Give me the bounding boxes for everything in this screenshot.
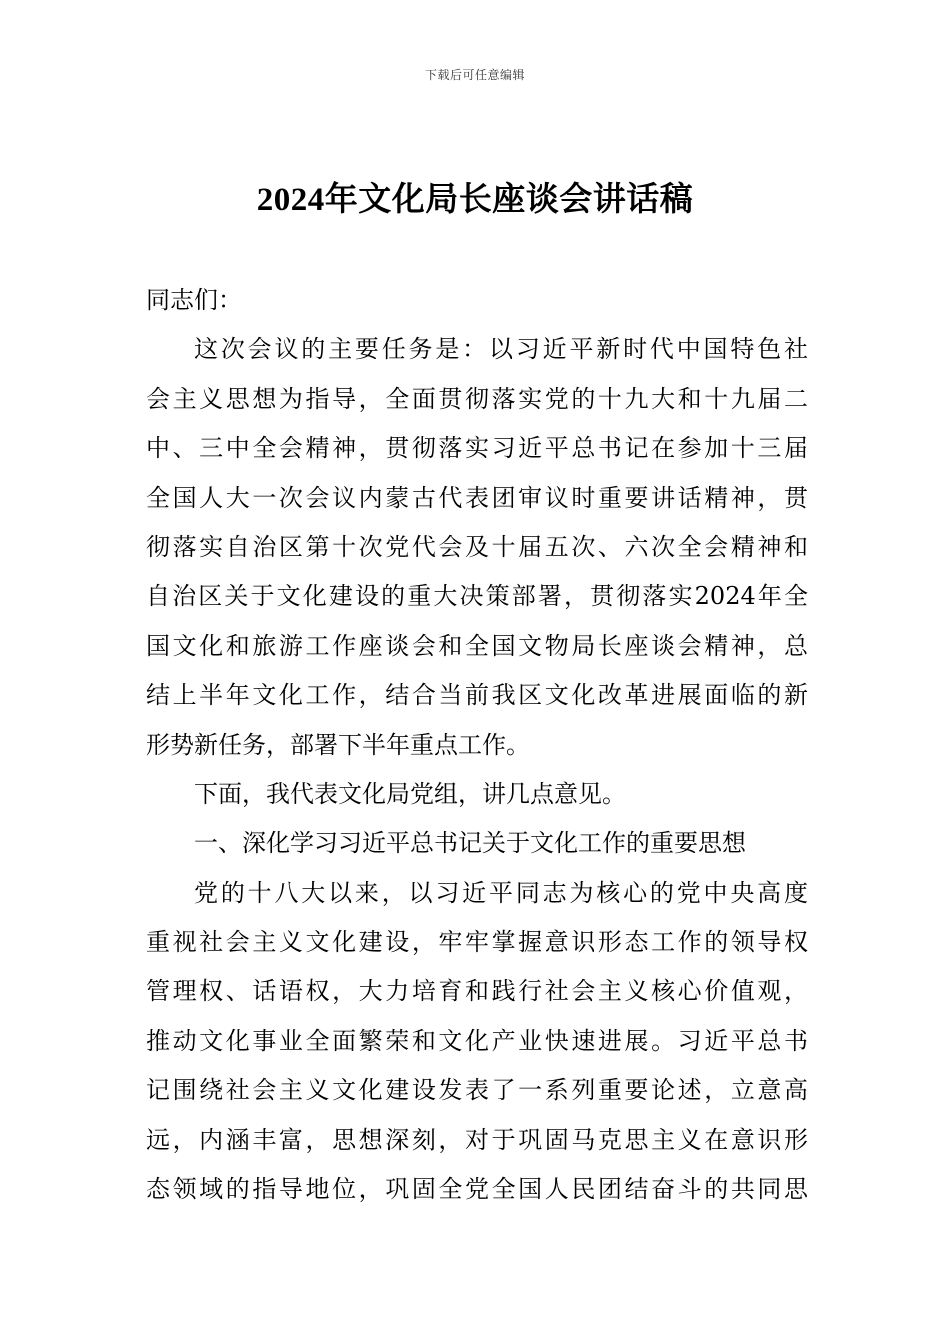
text-line: 形势新任务，部署下半年重点工作。 bbox=[146, 730, 530, 759]
document-body bbox=[146, 276, 808, 1214]
greeting bbox=[146, 276, 808, 325]
text-line: 会主义思想为指导，全面贯彻落实党的十九大和十九届二 bbox=[146, 384, 808, 413]
header-note: 下载后可任意编辑 bbox=[424, 68, 525, 82]
text-line: 结上半年文化工作，结合当前我区文化改革进展面临的新 bbox=[146, 681, 808, 710]
paragraph-1 bbox=[146, 325, 808, 770]
text-line: 记围绕社会主义文化建设发表了一系列重要论述，立意高 bbox=[146, 1076, 808, 1105]
text-line: 重视社会主义文化建设，牢牢掌握意识形态工作的领导权 bbox=[146, 928, 808, 957]
text-line: 一、深化学习习近平总书记关于文化工作的重要思想 bbox=[194, 829, 746, 858]
text-line: 远，内涵丰富，思想深刻，对于巩固马克思主义在意识形 bbox=[146, 1125, 808, 1154]
text-line: 全国人大一次会议内蒙古代表团审议时重要讲话精神，贯 bbox=[146, 483, 808, 512]
paragraph-2 bbox=[146, 770, 808, 819]
text-line: 自治区关于文化建设的重大决策部署，贯彻落实2024年全 bbox=[146, 582, 808, 611]
section-heading-1 bbox=[146, 819, 808, 868]
text-line: 态领域的指导地位，巩固全党全国人民团结奋斗的共同思 bbox=[146, 1175, 808, 1204]
text-line: 管理权、话语权，大力培育和践行社会主义核心价值观， bbox=[146, 977, 808, 1006]
text-line: 中、三中全会精神，贯彻落实习近平总书记在参加十三届 bbox=[146, 434, 808, 463]
document-title: 2024年文化局长座谈会讲话稿 bbox=[256, 182, 694, 218]
paragraph-3 bbox=[146, 869, 808, 1215]
text-line: 下面，我代表文化局党组，讲几点意见。 bbox=[194, 779, 626, 808]
text-line: 党的十八大以来，以习近平同志为核心的党中央高度 bbox=[194, 878, 808, 907]
text-line: 同志们： bbox=[146, 286, 242, 314]
text-line: 这次会议的主要任务是：以习近平新时代中国特色社 bbox=[194, 335, 808, 364]
text-line: 国文化和旅游工作座谈会和全国文物局长座谈会精神，总 bbox=[146, 631, 808, 660]
text-line: 彻落实自治区第十次党代会及十届五次、六次全会精神和 bbox=[146, 532, 808, 561]
text-line: 推动文化事业全面繁荣和文化产业快速进展。习近平总书 bbox=[146, 1026, 808, 1055]
